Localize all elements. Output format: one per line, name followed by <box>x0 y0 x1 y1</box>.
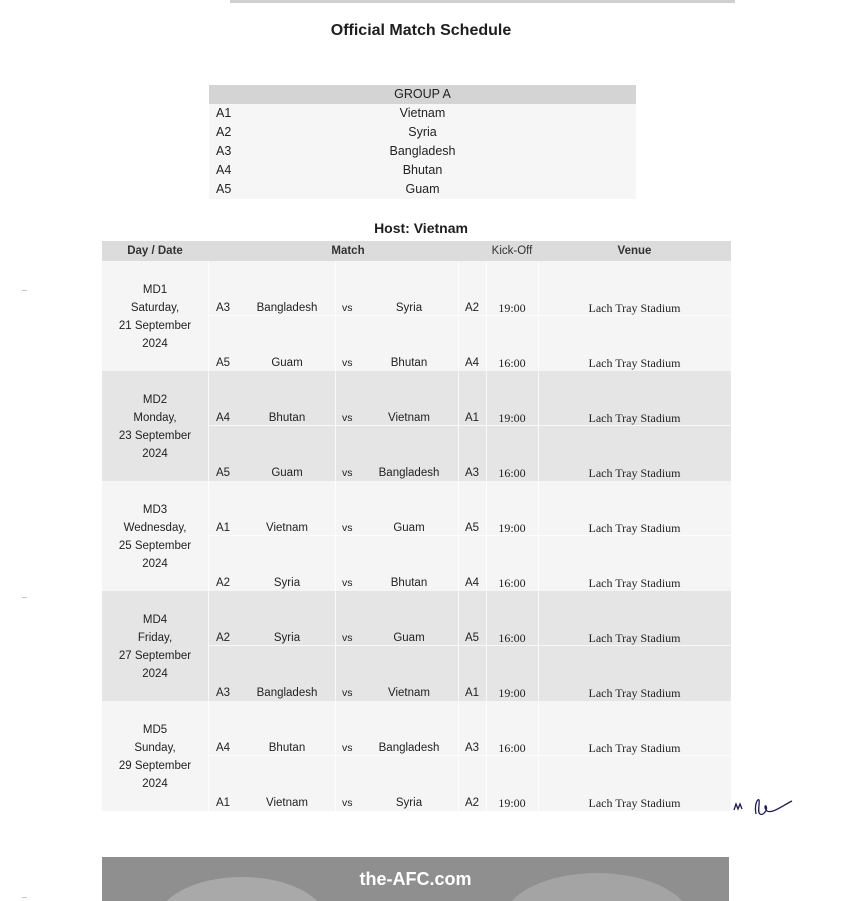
match-row <box>102 299 731 317</box>
away-team: Bangladesh <box>378 742 440 754</box>
matchday-date <box>102 611 208 683</box>
home-team: Syria <box>273 577 301 589</box>
versus-label: vs <box>342 687 353 699</box>
home-code: A2 <box>216 632 231 644</box>
date: 27 September <box>118 650 192 662</box>
matchday-block <box>102 481 731 591</box>
away-code: A4 <box>465 357 480 369</box>
date: 29 September <box>118 760 192 772</box>
match-row <box>102 409 731 427</box>
home-team: Guam <box>271 357 303 369</box>
team-code: A1 <box>216 106 232 120</box>
versus-label: vs <box>342 522 353 534</box>
home-team: Vietnam <box>266 522 308 534</box>
date: 21 September <box>118 320 192 332</box>
home-team: Syria <box>273 632 301 644</box>
match-row <box>102 574 731 592</box>
away-team: Bhutan <box>390 357 428 369</box>
kickoff-time: 19:00 <box>498 796 526 810</box>
matchday-date <box>102 501 208 573</box>
weekday: Friday, <box>137 632 173 644</box>
home-team: Bangladesh <box>256 302 318 314</box>
home-code: A1 <box>216 797 231 809</box>
away-team: Vietnam <box>388 412 430 424</box>
away-team: Guam <box>393 522 425 534</box>
matchday-block <box>102 261 731 371</box>
weekday: Monday, <box>133 412 177 424</box>
matchday-block <box>102 591 731 701</box>
team-name: Vietnam <box>399 106 446 120</box>
scan-margin-mark <box>22 290 27 291</box>
matchday-date <box>102 721 208 793</box>
versus-label: vs <box>342 742 353 754</box>
kickoff-time: 19:00 <box>498 301 526 315</box>
scan-margin-mark <box>22 597 27 598</box>
match-row <box>102 629 731 647</box>
weekday: Saturday, <box>130 302 180 314</box>
weekday: Sunday, <box>134 742 176 754</box>
group-row <box>209 123 636 142</box>
away-code: A2 <box>465 302 480 314</box>
versus-label: vs <box>342 577 353 589</box>
team-code: A2 <box>216 125 232 139</box>
group-row <box>209 161 636 180</box>
home-code: A3 <box>216 687 231 699</box>
venue: Lach Tray Stadium <box>588 521 681 535</box>
kickoff-time: 19:00 <box>498 411 526 425</box>
home-code: A3 <box>216 302 231 314</box>
schedule-table <box>102 241 731 811</box>
match-row <box>102 794 731 812</box>
host-heading: Host: Vietnam <box>374 220 468 236</box>
matchday-label: MD4 <box>142 614 168 626</box>
venue: Lach Tray Stadium <box>588 411 681 425</box>
kickoff-time: 16:00 <box>498 741 526 755</box>
versus-label: vs <box>342 797 353 809</box>
weekday: Wednesday, <box>123 522 187 534</box>
header-match: Match <box>331 245 365 257</box>
home-team: Guam <box>271 467 303 479</box>
venue: Lach Tray Stadium <box>588 686 681 700</box>
venue: Lach Tray Stadium <box>588 796 681 810</box>
home-team: Bangladesh <box>256 687 318 699</box>
footer-site-name: the-AFC.com <box>359 869 472 889</box>
away-code: A2 <box>465 797 480 809</box>
versus-label: vs <box>342 302 353 314</box>
year: 2024 <box>142 778 168 790</box>
footer-banner <box>102 857 729 901</box>
team-code: A5 <box>216 182 232 196</box>
matchday-label: MD3 <box>142 504 168 516</box>
kickoff-time: 16:00 <box>498 576 526 590</box>
venue: Lach Tray Stadium <box>588 576 681 590</box>
year: 2024 <box>142 448 168 460</box>
matchday-label: MD2 <box>142 394 168 406</box>
versus-label: vs <box>342 412 353 424</box>
kickoff-time: 19:00 <box>498 521 526 535</box>
venue: Lach Tray Stadium <box>588 356 681 370</box>
kickoff-time: 16:00 <box>498 466 526 480</box>
away-code: A3 <box>465 742 480 754</box>
match-row <box>102 519 731 537</box>
away-team: Syria <box>395 302 423 314</box>
group-row <box>209 180 636 199</box>
versus-label: vs <box>342 467 353 479</box>
match-row <box>102 739 731 757</box>
kickoff-time: 19:00 <box>498 686 526 700</box>
group-header: GROUP A <box>209 85 636 104</box>
versus-label: vs <box>342 632 353 644</box>
away-team: Bangladesh <box>378 467 440 479</box>
home-code: A2 <box>216 577 231 589</box>
away-code: A1 <box>465 687 480 699</box>
handwritten-signature <box>730 792 796 822</box>
matchday-block <box>102 371 731 481</box>
header-venue: Venue <box>617 245 652 257</box>
home-code: A5 <box>216 357 231 369</box>
match-row <box>102 684 731 702</box>
date: 25 September <box>118 540 192 552</box>
group-row <box>209 142 636 161</box>
away-team: Vietnam <box>388 687 430 699</box>
team-code: A3 <box>216 144 232 158</box>
page-title: Official Match Schedule <box>330 22 512 39</box>
matchday-date <box>102 391 208 463</box>
matchday-label: MD1 <box>142 284 168 296</box>
home-code: A5 <box>216 467 231 479</box>
year: 2024 <box>142 668 168 680</box>
home-code: A4 <box>216 742 231 754</box>
matchday-label: MD5 <box>142 724 168 736</box>
away-team: Syria <box>395 797 423 809</box>
kickoff-time: 16:00 <box>498 631 526 645</box>
home-code: A4 <box>216 412 231 424</box>
versus-label: vs <box>342 357 353 369</box>
venue: Lach Tray Stadium <box>588 466 681 480</box>
away-code: A4 <box>465 577 480 589</box>
team-name: Bangladesh <box>389 144 456 158</box>
year: 2024 <box>142 558 168 570</box>
away-code: A5 <box>465 522 480 534</box>
home-code: A1 <box>216 522 231 534</box>
away-code: A3 <box>465 467 480 479</box>
away-code: A1 <box>465 412 480 424</box>
venue: Lach Tray Stadium <box>588 301 681 315</box>
kickoff-time: 16:00 <box>498 356 526 370</box>
team-name: Bhutan <box>402 163 443 177</box>
schedule-header-row <box>102 241 731 261</box>
away-code: A5 <box>465 632 480 644</box>
top-edge-strip <box>230 0 735 3</box>
home-team: Vietnam <box>266 797 308 809</box>
team-name: Guam <box>405 182 440 196</box>
home-team: Bhutan <box>268 742 306 754</box>
header-kickoff: Kick-Off <box>491 245 533 257</box>
away-team: Guam <box>393 632 425 644</box>
scan-margin-mark <box>22 897 27 898</box>
venue: Lach Tray Stadium <box>588 741 681 755</box>
date: 23 September <box>118 430 192 442</box>
venue: Lach Tray Stadium <box>588 631 681 645</box>
away-team: Bhutan <box>390 577 428 589</box>
team-code: A4 <box>216 163 232 177</box>
group-row <box>209 104 636 123</box>
year: 2024 <box>142 338 168 350</box>
matchday-block <box>102 701 731 811</box>
match-row <box>102 464 731 482</box>
match-row <box>102 354 731 372</box>
group-table <box>209 85 636 199</box>
home-team: Bhutan <box>268 412 306 424</box>
team-name: Syria <box>408 125 437 139</box>
header-day-date: Day / Date <box>127 245 183 257</box>
matchday-date <box>102 281 208 353</box>
